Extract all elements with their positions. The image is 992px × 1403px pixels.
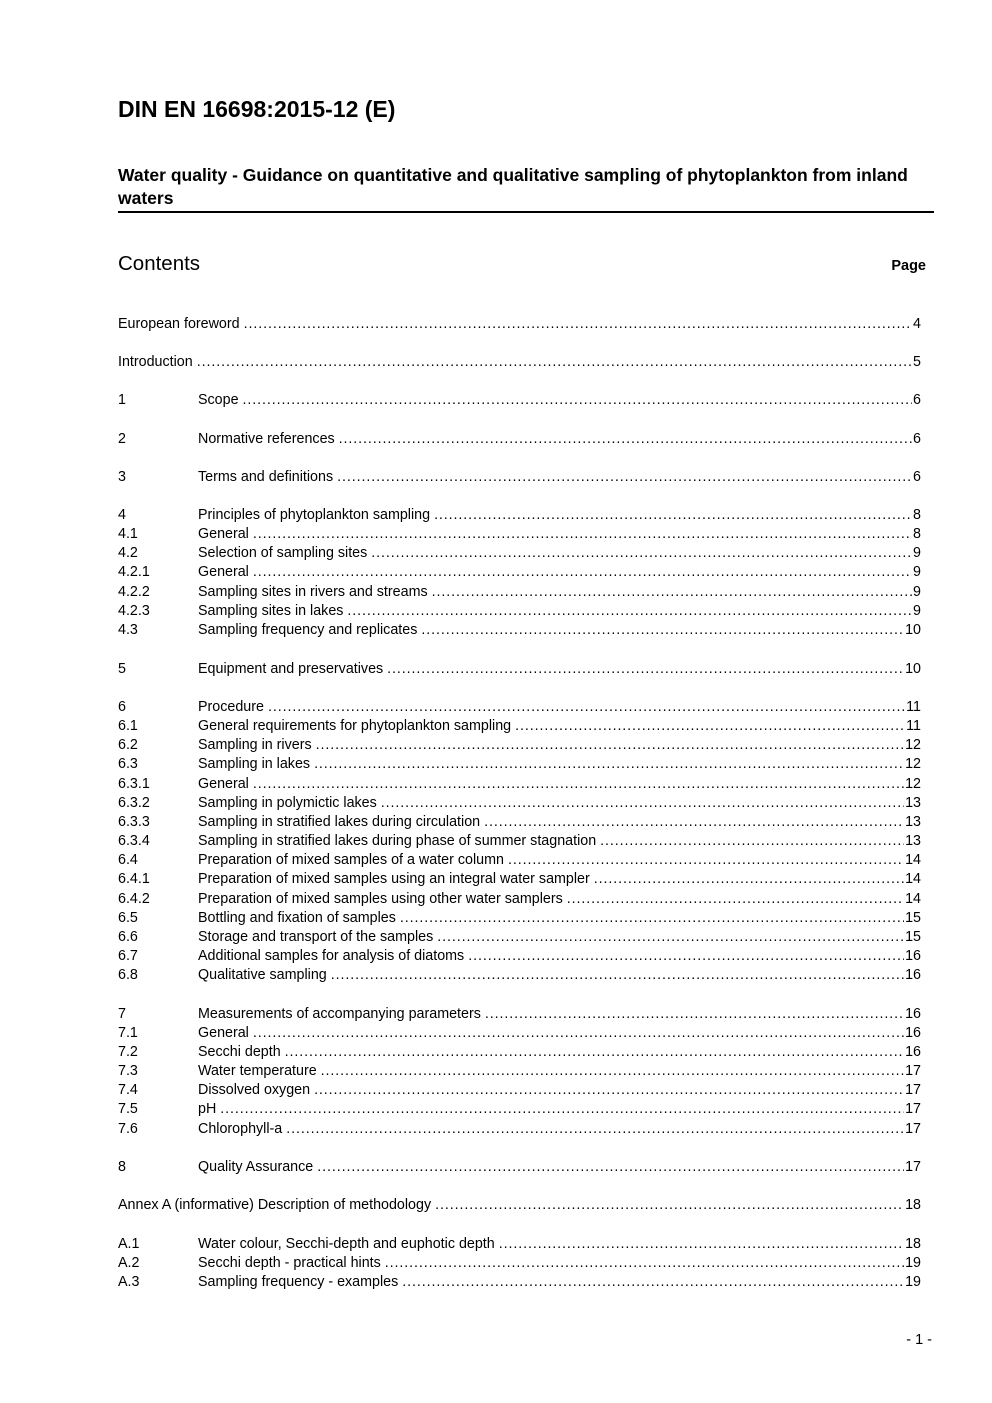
toc-number: A.1 [118, 1236, 140, 1252]
toc-leader [331, 966, 904, 985]
toc-entry[interactable] [118, 832, 921, 851]
toc-page: 17 [905, 1063, 921, 1079]
toc-leader [508, 851, 904, 870]
toc-title: General [198, 526, 249, 542]
toc-title: Dissolved oxygen [198, 1082, 311, 1098]
toc-entry[interactable] [118, 506, 921, 525]
toc-title: Bottling and fixation of samples [198, 910, 396, 926]
toc-title: Qualitative sampling [198, 967, 327, 983]
toc-title: Terms and definitions [198, 469, 334, 485]
toc-entry[interactable] [118, 544, 921, 563]
toc-leader [253, 1024, 904, 1043]
toc-page: 14 [905, 871, 921, 887]
toc-page: 14 [905, 852, 921, 868]
toc-entry[interactable] [118, 775, 921, 794]
toc-page: 6 [913, 431, 921, 447]
toc-title: Preparation of mixed samples using an integral water sampler [198, 871, 590, 887]
toc-entry[interactable] [118, 660, 921, 679]
toc-entry[interactable] [118, 870, 921, 889]
toc-leader [337, 468, 912, 487]
toc-leader [387, 660, 904, 679]
toc-page: 13 [905, 814, 921, 830]
toc-number: 5 [118, 661, 126, 677]
toc-entry[interactable] [118, 736, 921, 755]
toc-leader [485, 1005, 904, 1024]
toc-number: 4 [118, 507, 126, 523]
toc-entry[interactable] [118, 1158, 921, 1177]
toc-entry[interactable] [118, 1024, 921, 1043]
toc-leader [434, 506, 912, 525]
toc-number: 6.3.3 [118, 814, 150, 830]
toc-leader [515, 717, 905, 736]
toc-entry[interactable] [118, 947, 921, 966]
toc-leader [253, 563, 912, 582]
toc-title: Measurements of accompanying parameters [198, 1006, 481, 1022]
toc-leader [567, 890, 904, 909]
toc-title: Water colour, Secchi-depth and euphotic depth [198, 1236, 495, 1252]
toc-number: 1 [118, 392, 126, 408]
toc-leader [253, 525, 912, 544]
toc-number: 4.2.1 [118, 564, 150, 580]
toc-entry[interactable] [118, 583, 921, 602]
toc-title: Equipment and preservatives [198, 661, 384, 677]
toc-leader [347, 602, 912, 621]
toc-entry[interactable] [118, 621, 921, 640]
toc-leader [339, 430, 912, 449]
toc-page: 13 [905, 795, 921, 811]
toc-page: 4 [913, 316, 921, 332]
toc-page: 13 [905, 833, 921, 849]
toc-number: 6.3.4 [118, 833, 150, 849]
toc-number: 7.3 [118, 1063, 138, 1079]
toc-page: 15 [905, 910, 921, 926]
toc-leader [314, 755, 904, 774]
toc-page: 18 [905, 1236, 921, 1252]
toc-title: Sampling frequency - examples [198, 1274, 399, 1290]
toc-number: 4.3 [118, 622, 138, 638]
toc-title: pH [198, 1101, 217, 1117]
toc-page: 11 [906, 718, 921, 734]
toc-title: General [198, 1025, 249, 1041]
toc-title: Chlorophyll-a [198, 1121, 283, 1137]
toc-number: 6.1 [118, 718, 138, 734]
toc-leader [468, 947, 904, 966]
toc-entry[interactable] [118, 966, 921, 985]
toc-entry[interactable] [118, 468, 921, 487]
toc-title: General [198, 776, 249, 792]
toc-number: 4.2 [118, 545, 138, 561]
document-id: DIN EN 16698:2015-12 (E) [118, 96, 396, 122]
toc-page: 12 [905, 737, 921, 753]
toc-page: 10 [905, 622, 921, 638]
toc-entry[interactable] [118, 1235, 921, 1254]
toc-leader [437, 928, 904, 947]
toc-leader [402, 1273, 904, 1292]
toc-title: Normative references [198, 431, 335, 447]
toc-title: Water temperature [198, 1063, 317, 1079]
toc-title: Principles of phytoplankton sampling [198, 507, 431, 523]
toc-title: Introduction [118, 354, 193, 370]
toc-leader [286, 1120, 904, 1139]
toc-number: 7.1 [118, 1025, 138, 1041]
toc-number: 3 [118, 469, 126, 485]
toc-number: 6 [118, 699, 126, 715]
toc-title: Sampling in stratified lakes during phase of summer stagnation [198, 833, 597, 849]
toc-title: General [198, 564, 249, 580]
toc-leader [316, 736, 904, 755]
toc-number: A.3 [118, 1274, 140, 1290]
toc-entry[interactable] [118, 1254, 921, 1273]
toc-entry[interactable] [118, 717, 921, 736]
toc-leader [314, 1081, 904, 1100]
toc-number: 6.4 [118, 852, 138, 868]
toc-page: 9 [913, 584, 921, 600]
toc-leader [385, 1254, 904, 1273]
toc-entry[interactable] [118, 391, 921, 410]
toc-leader [317, 1158, 904, 1177]
toc-entry[interactable] [118, 602, 921, 621]
toc-entry[interactable] [118, 813, 921, 832]
toc-title: Sampling sites in lakes [198, 603, 344, 619]
toc-leader [600, 832, 904, 851]
toc-number: A.2 [118, 1255, 140, 1271]
toc-number: 6.3.2 [118, 795, 150, 811]
toc-number: 2 [118, 431, 126, 447]
toc-title: General requirements for phytoplankton sampling [198, 718, 512, 734]
toc-leader [594, 870, 904, 889]
toc-page: 16 [905, 948, 921, 964]
toc-entry[interactable] [118, 1120, 921, 1139]
toc-title: Additional samples for analysis of diatoms [198, 948, 465, 964]
toc-page: 14 [905, 891, 921, 907]
toc-entry[interactable] [118, 353, 921, 372]
toc-entry[interactable] [118, 851, 921, 870]
toc-title: Storage and transport of the samples [198, 929, 434, 945]
toc-entry[interactable] [118, 1100, 921, 1119]
toc-number: 6.6 [118, 929, 138, 945]
toc-entry[interactable] [118, 698, 921, 717]
toc-page: 9 [913, 603, 921, 619]
toc-title: Preparation of mixed samples using other water samplers [198, 891, 563, 907]
toc-page: 17 [905, 1082, 921, 1098]
toc-page: 8 [913, 526, 921, 542]
toc-leader [268, 698, 905, 717]
toc-page: 16 [905, 1044, 921, 1060]
toc-entry[interactable] [118, 525, 921, 544]
toc-title: Sampling in stratified lakes during circulation [198, 814, 481, 830]
toc-title: Selection of sampling sites [198, 545, 368, 561]
toc-page: 11 [906, 699, 921, 715]
toc-page: 16 [905, 1025, 921, 1041]
toc-page: 6 [913, 469, 921, 485]
toc-leader [435, 1196, 904, 1215]
toc-leader [400, 909, 904, 928]
toc-title: Quality Assurance [198, 1159, 314, 1175]
toc-number: 7.4 [118, 1082, 138, 1098]
toc-number: 7.5 [118, 1101, 138, 1117]
toc-page: 12 [905, 776, 921, 792]
page-number-footer: - 1 - [906, 1332, 932, 1348]
toc-title: European foreword [118, 316, 240, 332]
contents-heading: Contents [118, 252, 201, 275]
toc-leader [321, 1062, 904, 1081]
toc-title: Sampling frequency and replicates [198, 622, 418, 638]
toc-page: 5 [913, 354, 921, 370]
toc-leader [499, 1235, 904, 1254]
toc-page: 19 [905, 1255, 921, 1271]
toc-leader [220, 1100, 904, 1119]
toc-page: 17 [905, 1121, 921, 1137]
toc-leader [243, 391, 913, 410]
toc-number: 6.5 [118, 910, 138, 926]
toc-entry[interactable] [118, 794, 921, 813]
toc-entry[interactable] [118, 1081, 921, 1100]
toc-number: 4.2.2 [118, 584, 150, 600]
toc-leader [484, 813, 904, 832]
toc-page: 10 [905, 661, 921, 677]
toc-number: 4.2.3 [118, 603, 150, 619]
toc-title: Secchi depth [198, 1044, 281, 1060]
toc-number: 4.1 [118, 526, 138, 542]
toc-number: 7 [118, 1006, 126, 1022]
toc-title: Sampling sites in rivers and streams [198, 584, 428, 600]
toc-entry[interactable] [118, 755, 921, 774]
toc-page: 8 [913, 507, 921, 523]
toc-leader [197, 353, 912, 372]
toc-entry[interactable] [118, 928, 921, 947]
toc-title: Sampling in polymictic lakes [198, 795, 377, 811]
toc-leader [253, 775, 904, 794]
toc-page: 17 [905, 1101, 921, 1117]
toc-title: Secchi depth - practical hints [198, 1255, 381, 1271]
toc-title: Preparation of mixed samples of a water column [198, 852, 504, 868]
toc-number: 6.4.1 [118, 871, 150, 887]
toc-page: 16 [905, 1006, 921, 1022]
toc-entry[interactable] [118, 563, 921, 582]
toc-leader [432, 583, 912, 602]
toc-leader [244, 315, 912, 334]
toc-title: Sampling in rivers [198, 737, 312, 753]
toc-title: Annex A (informative) Description of methodology [118, 1197, 432, 1213]
toc-page: 9 [913, 564, 921, 580]
toc-number: 6.2 [118, 737, 138, 753]
toc-page: 15 [905, 929, 921, 945]
toc-page: 17 [905, 1159, 921, 1175]
page-column-heading: Page [891, 258, 926, 274]
toc-entry[interactable] [118, 315, 921, 334]
toc-entry[interactable] [118, 430, 921, 449]
toc-number: 8 [118, 1159, 126, 1175]
toc-number: 7.6 [118, 1121, 138, 1137]
toc-number: 6.8 [118, 967, 138, 983]
toc-number: 7.2 [118, 1044, 138, 1060]
toc-entry[interactable] [118, 909, 921, 928]
toc-leader [421, 621, 904, 640]
document-title: Water quality - Guidance on quantitative and qualitative sampling of phytoplankton from inland waters [118, 164, 934, 213]
toc-page: 6 [913, 392, 921, 408]
toc-number: 6.4.2 [118, 891, 150, 907]
toc-number: 6.7 [118, 948, 138, 964]
toc-title: Scope [198, 392, 239, 408]
toc-title: Procedure [198, 699, 264, 715]
toc-page: 16 [905, 967, 921, 983]
toc-leader [371, 544, 912, 563]
toc-title: Sampling in lakes [198, 756, 311, 772]
toc-entry[interactable] [118, 1005, 921, 1024]
toc-page: 12 [905, 756, 921, 772]
toc-leader [381, 794, 904, 813]
toc-leader [285, 1043, 904, 1062]
toc-entry[interactable] [118, 890, 921, 909]
toc-page: 18 [905, 1197, 921, 1213]
toc-entry[interactable] [118, 1062, 921, 1081]
toc-number: 6.3 [118, 756, 138, 772]
toc-page: 19 [905, 1274, 921, 1290]
toc-entry[interactable] [118, 1043, 921, 1062]
toc-page: 9 [913, 545, 921, 561]
toc-entry[interactable] [118, 1196, 921, 1215]
toc-number: 6.3.1 [118, 776, 150, 792]
toc-entry[interactable] [118, 1273, 921, 1292]
